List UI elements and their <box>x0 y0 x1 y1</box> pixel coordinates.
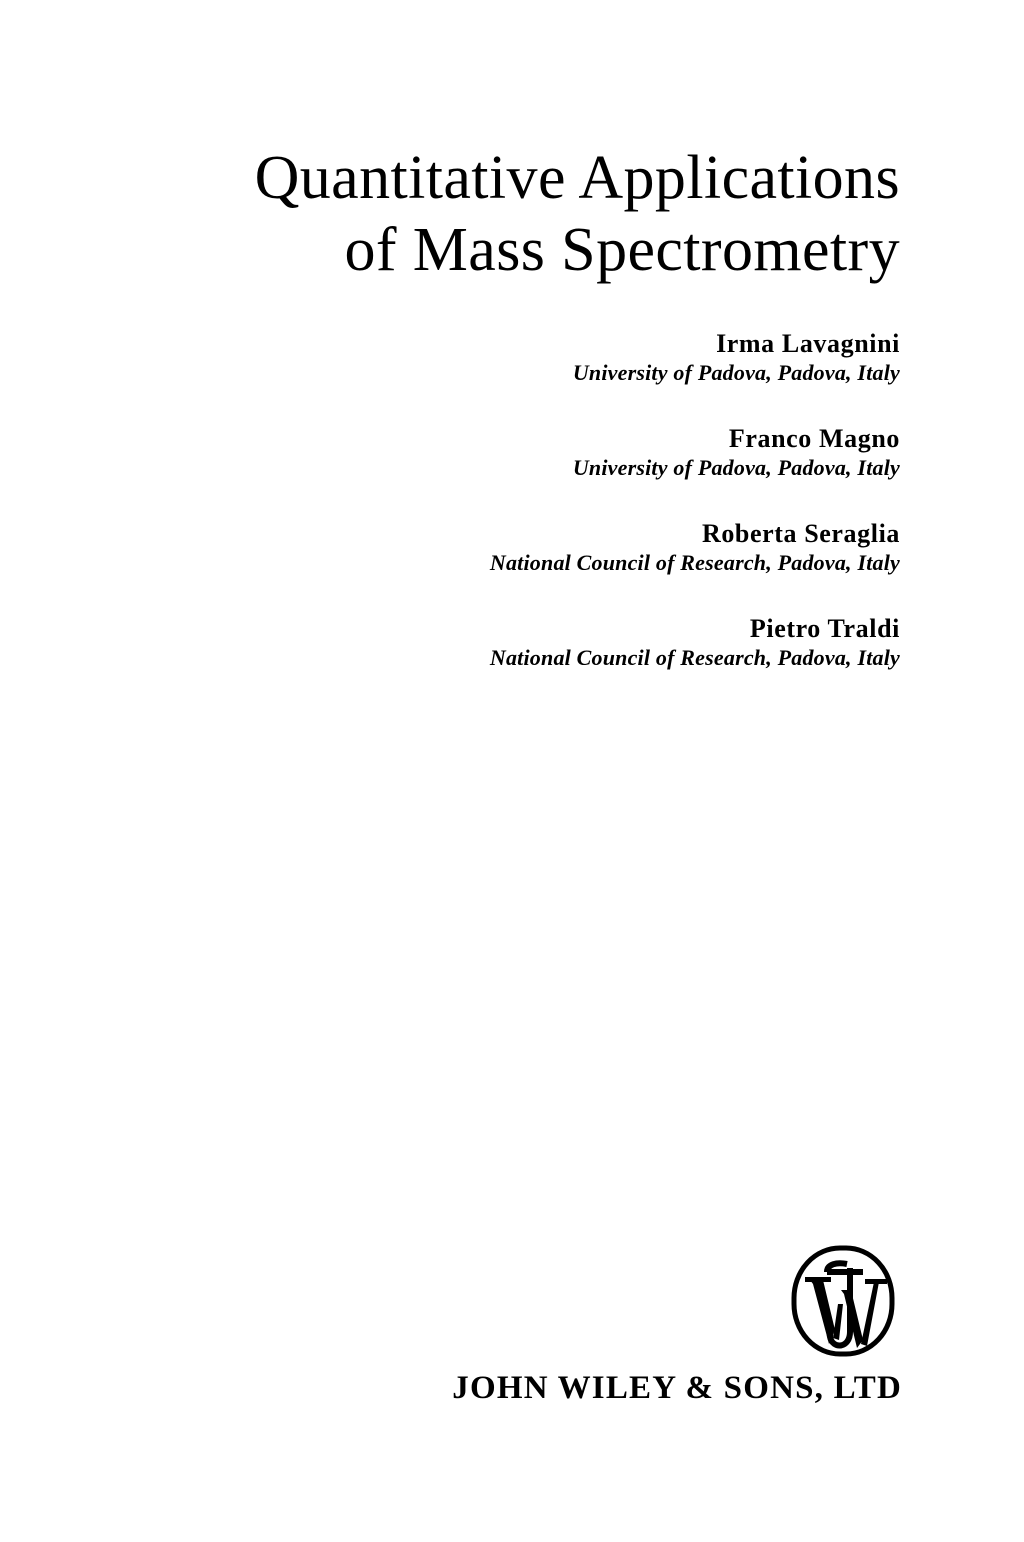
author-name: Franco Magno <box>728 424 900 453</box>
page-title <box>0 142 900 286</box>
author-name: Irma Lavagnini <box>716 329 900 358</box>
author-entry <box>0 328 900 387</box>
wiley-jw-monogram-icon <box>789 1244 897 1358</box>
author-name: Pietro Traldi <box>749 614 900 643</box>
author-entry <box>0 518 900 577</box>
author-entry <box>0 423 900 482</box>
author-affiliation: University of Padova, Padova, Italy <box>572 455 900 480</box>
author-affiliation: National Council of Research, Padova, Italy <box>489 550 900 575</box>
author-affiliation: University of Padova, Padova, Italy <box>572 360 900 385</box>
author-list <box>0 328 900 672</box>
author-name: Roberta Seraglia <box>701 519 900 548</box>
author-affiliation: National Council of Research, Padova, Italy <box>489 645 900 670</box>
publisher-block <box>0 1244 902 1408</box>
publisher-name: JOHN WILEY & SONS, LTD <box>452 1370 902 1406</box>
title-line-2: of Mass Spectrometry <box>344 216 900 284</box>
title-line-1: Quantitative Applications <box>254 144 900 212</box>
author-entry <box>0 613 900 672</box>
